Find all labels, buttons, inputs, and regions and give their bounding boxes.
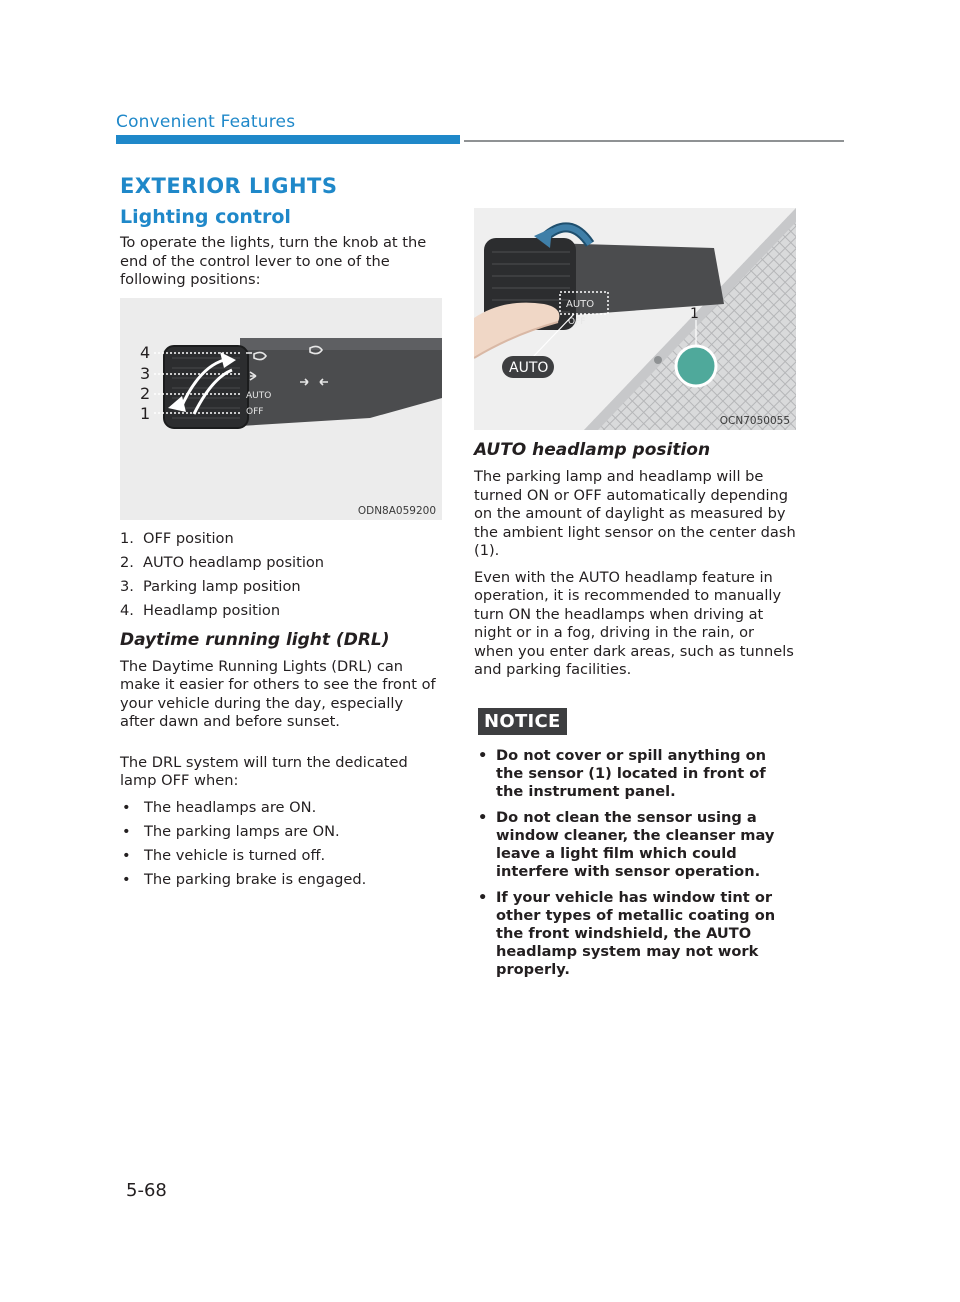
drl-bullet-list (120, 799, 442, 889)
notice-label: NOTICE (478, 708, 567, 735)
list-item: • Do not cover or spill anything on the sensor (1) located in front of the instrument panel. (478, 746, 767, 800)
svg-text:AUTO: AUTO (246, 390, 272, 401)
right-column (474, 208, 796, 987)
section-title: EXTERIOR LIGHTS (120, 174, 338, 198)
list-item: • The headlamps are ON. (122, 798, 317, 816)
positions-list (120, 530, 442, 620)
position-label-4: 4 (140, 342, 151, 362)
auto-paragraph-2: Even with the AUTO headlamp feature in operation, it is recommended to manually turn ON the headlamps when driving at night or in a fog, driving in the rain, or when you enter dark areas, such as tunnels and parking facilities. (474, 568, 794, 678)
position-label-1: 1 (140, 403, 151, 423)
sensor-label: 1 (690, 306, 699, 322)
lighting-control-intro: To operate the lights, turn the knob at the end of the control lever to one of the following positions: (120, 234, 427, 288)
list-item: 3. Parking lamp position (120, 577, 301, 595)
svg-text:AUTO: AUTO (566, 299, 595, 310)
drl-paragraph-2: The DRL system will turn the dedicated lamp OFF when: (120, 753, 408, 789)
svg-text:OFF: OFF (246, 406, 264, 417)
drl-paragraph-1: The Daytime Running Lights (DRL) can make it easier for others to see the front of your vehicle during the day, especially after dawn and before sunset. (120, 657, 436, 730)
list-item: 1. OFF position (120, 529, 234, 547)
page-number: 5-68 (126, 1180, 167, 1201)
auto-sensor-figure (474, 208, 796, 430)
position-label-3: 3 (140, 363, 151, 383)
notice-list (478, 747, 796, 979)
lever-positions-figure (120, 298, 442, 520)
drl-heading: Daytime running light (DRL) (120, 629, 390, 650)
position-label-2: 2 (140, 383, 151, 403)
svg-text:OFF: OFF (568, 317, 586, 327)
list-item: • The parking lamps are ON. (122, 822, 340, 840)
list-item: 4. Headlamp position (120, 601, 281, 619)
list-item: • The vehicle is turned off. (122, 846, 326, 864)
figure-code: OCN7050055 (719, 415, 790, 427)
auto-sensor-illustration (474, 208, 796, 430)
lighting-lever-illustration (120, 298, 442, 520)
list-item: 2. AUTO headlamp position (120, 553, 325, 571)
list-item: • If your vehicle has window tint or other types of metallic coating on the front windshield, the AUTO headlamp system may not work properly. (478, 888, 776, 978)
auto-badge-label: AUTO (509, 360, 549, 376)
figure-code: ODN8A059200 (357, 504, 436, 517)
header-bar-accent (116, 135, 460, 144)
lighting-control-heading: Lighting control (120, 206, 291, 228)
auto-paragraph-1: The parking lamp and headlamp will be turned ON or OFF automatically depending on the amount of daylight as measured by the ambient light sensor on the center dash (1). (474, 468, 796, 559)
list-item: • The parking brake is engaged. (122, 870, 367, 888)
list-item: • Do not clean the sensor using a window cleaner, the cleanser may leave a light film which could interfere with sensor operation. (478, 808, 775, 880)
header-bar-rule (464, 140, 844, 142)
auto-headlamp-heading: AUTO headlamp position (474, 440, 711, 460)
running-header: Convenient Features (116, 112, 296, 132)
left-column (120, 206, 442, 897)
